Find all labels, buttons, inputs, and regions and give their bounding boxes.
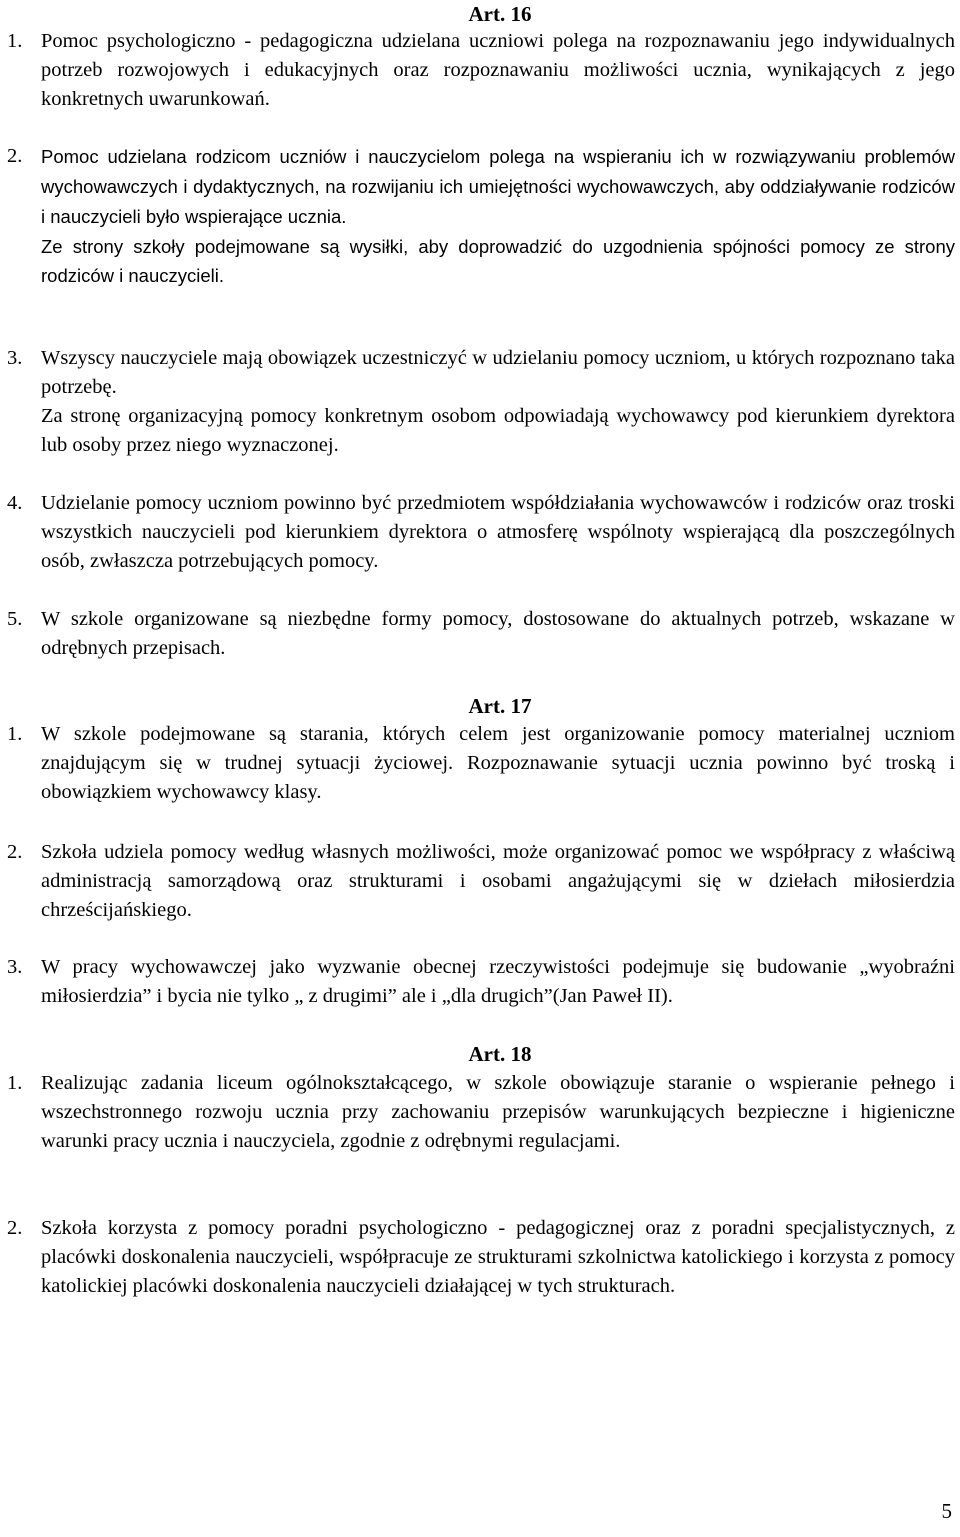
article-17-heading: Art. 17 — [468, 694, 532, 718]
article-18-paragraph-1 — [7, 1069, 955, 1156]
paragraph-text: W szkole organizowane są niezbędne formy pomocy, dostosowane do aktualnych potrzeb, wskazane w odrębnych przepisach. — [41, 608, 955, 659]
article-18-paragraph-2 — [7, 1214, 955, 1301]
article-17-paragraph-2 — [7, 838, 955, 925]
page-number: 5 — [941, 1499, 952, 1523]
paragraph-number: 1. — [7, 1072, 23, 1094]
paragraph-text-part-a: Wszyscy nauczyciele mają obowiązek uczestniczyć w udzielaniu pomocy uczniom, u których rozpoznano taka potrzebę. — [41, 347, 955, 398]
paragraph-text-part-b: Ze strony szkoły podejmowane są wysiłki, aby doprowadzić do uzgodnienia spójności pomocy ze strony rodziców i nauczycieli. — [41, 236, 955, 286]
paragraph-number: 2. — [7, 841, 23, 863]
paragraph-text-part-b: Za stronę organizacyjną pomocy konkretnym osobom odpowiadają wychowawcy pod kierunkiem dyrektora lub osoby przez niego wyznaczonej. — [41, 405, 955, 456]
paragraph-number: 4. — [7, 492, 23, 514]
article-16-heading: Art. 16 — [468, 2, 532, 26]
paragraph-text: Udzielanie pomocy uczniom powinno być przedmiotem współdziałania wychowawców i rodziców oraz troski wszystkich nauczycieli pod kierunkiem dyrektora o atmosferę wspólnoty wspierającą dla poszczególnych osób, zwłaszcza potrzebujących pomocy. — [41, 492, 955, 572]
paragraph-text — [41, 344, 955, 460]
article-17-paragraph-1 — [7, 720, 955, 807]
paragraph-number: 5. — [7, 608, 23, 630]
paragraph-text: Szkoła korzysta z pomocy poradni psychologiczno - pedagogicznej oraz z poradni specjalistycznych, z placówki doskonalenia nauczycieli, współpracuje ze strukturami szkolnictwa katolickiego i korzysta z pomocy katolickiej placówki doskonalenia nauczycieli działającej w tych strukturach. — [41, 1217, 955, 1297]
paragraph-number: 1. — [7, 723, 23, 745]
paragraph-text-part-a: Pomoc udzielana rodzicom uczniów i nauczycielom polega na wspieraniu ich w rozwiązywaniu problemów wychowawczych i dydaktycznych, na rozwijaniu ich umiejętności wychowawczych, aby oddziaływanie rodziców i nauczycieli było wspierające ucznia. — [41, 146, 955, 227]
paragraph-number: 2. — [7, 1217, 23, 1239]
article-16-paragraph-3 — [7, 344, 955, 460]
paragraph-text: Realizując zadania liceum ogólnokształcącego, w szkole obowiązuje staranie o wspieranie pełnego i wszechstronnego rozwoju ucznia przy zachowaniu przepisów warunkujących bezpieczne i higieniczne warunki pracy ucznia i nauczyciela, zgodnie z odrębnymi regulacjami. — [41, 1072, 955, 1152]
paragraph-text: Szkoła udziela pomocy według własnych możliwości, może organizować pomoc we współpracy z właściwą administracją samorządową oraz strukturami i osobami angażującymi się w dziełach miłosierdzia chrześcijańskiego. — [41, 841, 955, 921]
article-16-paragraph-1 — [7, 27, 955, 114]
article-16-paragraph-2 — [7, 142, 955, 290]
article-17-paragraph-3 — [7, 953, 955, 1011]
paragraph-text: Pomoc psychologiczno - pedagogiczna udzielana uczniowi polega na rozpoznawaniu jego indywidualnych potrzeb rozwojowych i edukacyjnych oraz rozpoznawaniu możliwości ucznia, wynikających z jego konkretnych uwarunkowań. — [41, 30, 955, 110]
paragraph-number: 2. — [7, 145, 23, 167]
paragraph-number: 3. — [7, 347, 23, 369]
article-16-paragraph-4 — [7, 489, 955, 576]
paragraph-text: W pracy wychowawczej jako wyzwanie obecnej rzeczywistości podejmuje się budowanie „wyobraźni miłosierdzia” i bycia nie tylko „ z drugimi” ale i „dla drugich”(Jan Paweł II). — [41, 956, 955, 1007]
paragraph-number: 3. — [7, 956, 23, 978]
article-18-heading: Art. 18 — [468, 1042, 532, 1066]
article-16-paragraph-5 — [7, 605, 955, 663]
paragraph-text — [41, 142, 955, 290]
paragraph-number: 1. — [7, 30, 23, 52]
paragraph-text: W szkole podejmowane są starania, których celem jest organizowanie pomocy materialnej uczniom znajdującym się w trudnej sytuacji życiowej. Rozpoznawanie sytuacji ucznia powinno być troską i obowiązkiem wychowawcy klasy. — [41, 723, 955, 803]
